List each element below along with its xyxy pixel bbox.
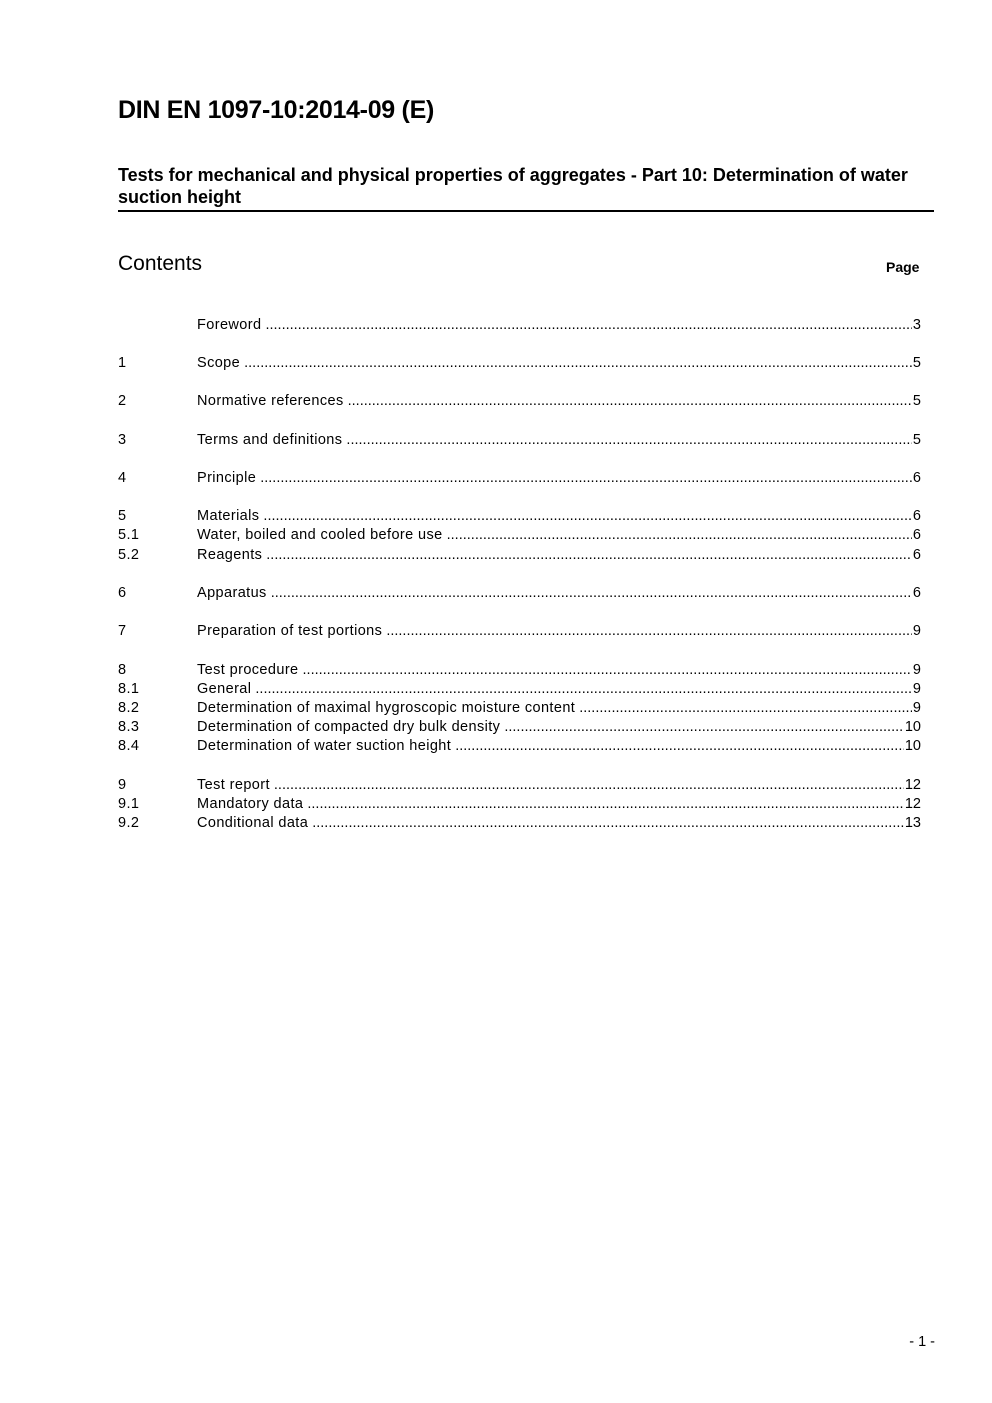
toc-entry-page: 5 <box>912 393 921 409</box>
toc-entry-8[interactable] <box>118 661 921 680</box>
toc-entry-number: 9.2 <box>118 815 140 831</box>
document-subtitle: Tests for mechanical and physical properties of aggregates - Part 10: Determination of water suction height <box>118 165 908 207</box>
toc-entry-page: 3 <box>912 317 921 333</box>
toc-entry-page: 9 <box>912 623 921 639</box>
toc-dot-leader <box>274 776 904 795</box>
toc-entry-3[interactable] <box>118 431 921 450</box>
toc-entry-title: Scope <box>197 355 241 371</box>
toc-entry-title: Apparatus <box>197 585 267 601</box>
toc-entry-8-2[interactable] <box>118 699 921 718</box>
toc-entry-title: Determination of water suction height <box>197 738 452 754</box>
toc-entry-title: Test report <box>197 777 270 793</box>
toc-entry-6[interactable] <box>118 584 921 603</box>
toc-entry-page: 10 <box>904 719 921 735</box>
toc-entry-number: 8.2 <box>118 700 140 716</box>
toc-entry-8-1[interactable] <box>118 680 921 699</box>
toc-entry-title: Conditional data <box>197 815 309 831</box>
toc-dot-leader <box>386 622 912 641</box>
toc-dot-leader <box>260 469 912 488</box>
toc-entry-title: Determination of maximal hygroscopic moisture content <box>197 700 576 716</box>
toc-entry-number: 9.1 <box>118 796 140 812</box>
toc-entry-title: General <box>197 681 252 697</box>
toc-entry-page: 13 <box>904 815 921 831</box>
toc-entry-title: Preparation of test portions <box>197 623 383 639</box>
toc-entry-page: 6 <box>912 585 921 601</box>
toc-entry-page: 9 <box>912 681 921 697</box>
toc-dot-leader <box>266 546 912 565</box>
toc-entry-title: Terms and definitions <box>197 432 343 448</box>
toc-entry-page: 9 <box>912 662 921 678</box>
toc-dot-leader <box>579 699 912 718</box>
toc-entry-9-1[interactable] <box>118 795 921 814</box>
toc-entry-number: 2 <box>118 393 127 409</box>
toc-dot-leader <box>263 507 912 526</box>
toc-entry-5[interactable] <box>118 507 921 526</box>
toc-entry-title: Reagents <box>197 547 263 563</box>
toc-entry-number: 8 <box>118 662 127 678</box>
toc-dot-leader <box>346 431 912 450</box>
toc-entry-number: 6 <box>118 585 127 601</box>
toc-entry-title: Determination of compacted dry bulk density <box>197 719 501 735</box>
toc-entry-number: 4 <box>118 470 127 486</box>
toc-dot-leader <box>303 661 912 680</box>
toc-entry-number: 8.3 <box>118 719 140 735</box>
toc-entry-number: 5.1 <box>118 527 140 543</box>
toc-entry-number: 3 <box>118 432 127 448</box>
document-id: DIN EN 1097-10:2014-09 (E) <box>118 96 434 124</box>
toc-dot-leader <box>447 526 912 545</box>
toc-dot-leader <box>455 737 904 756</box>
toc-entry-page: 12 <box>904 796 921 812</box>
toc-entry-number: 8.4 <box>118 738 140 754</box>
toc-dot-leader <box>271 584 912 603</box>
toc-entry-page: 6 <box>912 470 921 486</box>
toc-entry-4[interactable] <box>118 469 921 488</box>
toc-entry-8-4[interactable] <box>118 737 921 756</box>
toc-entry-title: Normative references <box>197 393 344 409</box>
page-number-footer: - 1 - <box>909 1334 935 1350</box>
toc-entry-page: 6 <box>912 508 921 524</box>
toc-dot-leader <box>307 795 904 814</box>
toc-entry-page: 12 <box>904 777 921 793</box>
toc-entry-page: 6 <box>912 547 921 563</box>
toc-entry-5-2[interactable] <box>118 546 921 565</box>
toc-dot-leader <box>348 392 912 411</box>
toc-entry-title: Mandatory data <box>197 796 304 812</box>
toc-entry-number: 5 <box>118 508 127 524</box>
toc-entry-number: 7 <box>118 623 127 639</box>
toc-entry-5-1[interactable] <box>118 526 921 545</box>
toc-entry-title: Materials <box>197 508 260 524</box>
toc-entry-title: Foreword <box>197 317 262 333</box>
toc-entry-page: 5 <box>912 432 921 448</box>
toc-entry-9-2[interactable] <box>118 814 921 833</box>
toc-entry-page: 5 <box>912 355 921 371</box>
toc-entry-number: 9 <box>118 777 127 793</box>
toc-dot-leader <box>265 316 911 335</box>
toc-entry-title: Water, boiled and cooled before use <box>197 527 443 543</box>
table-of-contents <box>118 0 921 1403</box>
toc-entry-page: 10 <box>904 738 921 754</box>
toc-entry-8-3[interactable] <box>118 718 921 737</box>
toc-entry-foreword[interactable] <box>118 316 921 335</box>
toc-entry-1[interactable] <box>118 354 921 373</box>
toc-dot-leader <box>255 680 912 699</box>
toc-entry-2[interactable] <box>118 392 921 411</box>
toc-dot-leader <box>312 814 904 833</box>
toc-entry-number: 1 <box>118 355 127 371</box>
toc-entry-7[interactable] <box>118 622 921 641</box>
toc-entry-title: Principle <box>197 470 257 486</box>
toc-entry-number: 5.2 <box>118 547 140 563</box>
toc-entry-number: 8.1 <box>118 681 140 697</box>
toc-entry-page: 6 <box>912 527 921 543</box>
toc-entry-9[interactable] <box>118 776 921 795</box>
toc-entry-page: 9 <box>912 700 921 716</box>
page-column-heading: Page <box>886 259 920 275</box>
toc-dot-leader <box>244 354 912 373</box>
toc-entry-title: Test procedure <box>197 662 299 678</box>
contents-heading: Contents <box>118 252 203 275</box>
toc-dot-leader <box>504 718 904 737</box>
